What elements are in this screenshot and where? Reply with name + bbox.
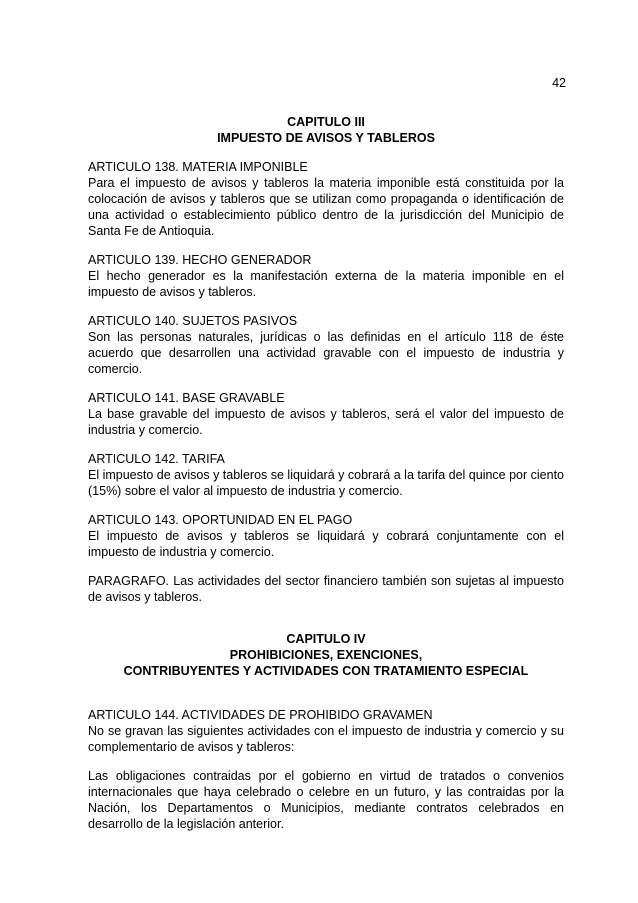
chapter-4-label: CAPITULO IV	[286, 632, 366, 646]
page-content	[88, 114, 564, 845]
chapter-3-title: IMPUESTO DE AVISOS Y TABLEROS	[217, 131, 435, 145]
paragrafo: PARAGRAFO. Las actividades del sector financiero también son sujetas al impuesto de avisos y tableros.	[88, 574, 564, 604]
article-138-heading: ARTICULO 138. MATERIA IMPONIBLE	[88, 160, 308, 174]
article-143-body: El impuesto de avisos y tableros se liquidará y cobrará conjuntamente con el impuesto de industria y comercio.	[88, 529, 564, 559]
chapter-4-heading	[88, 631, 564, 679]
article-144	[88, 707, 564, 755]
article-139-body: El hecho generador es la manifestación externa de la materia imponible en el impuesto de avisos y tableros.	[88, 269, 564, 299]
page-number: 42	[552, 76, 566, 90]
article-141-body: La base gravable del impuesto de avisos y tableros, será el valor del impuesto de industria y comercio.	[88, 407, 564, 437]
article-142	[88, 451, 564, 499]
article-143	[88, 512, 564, 560]
chapter-3-heading	[88, 114, 564, 146]
chapter-4-title: CONTRIBUYENTES Y ACTIVIDADES CON TRATAMIENTO ESPECIAL	[123, 664, 529, 678]
article-142-heading: ARTICULO 142. TARIFA	[88, 452, 225, 466]
article-141	[88, 390, 564, 438]
article-140-body: Son las personas naturales, jurídicas o las definidas en el artículo 118 de éste acuerdo que desarrollen una actividad gravable con el impuesto de industria y comercio.	[88, 330, 564, 376]
chapter-3-label: CAPITULO III	[287, 115, 365, 129]
chapter-4-subtitle: PROHIBICIONES, EXENCIONES,	[229, 648, 423, 662]
obligaciones-paragraph: Las obligaciones contraidas por el gobierno en virtud de tratados o convenios internacionales que haya celebrado o celebre en un futuro, y las contraidas por la Nación, los Departamentos o Municipios, mediante contratos celebrados en desarrollo de la legislación anterior.	[88, 769, 564, 831]
article-138	[88, 159, 564, 239]
article-141-heading: ARTICULO 141. BASE GRAVABLE	[88, 391, 285, 405]
article-139	[88, 252, 564, 300]
article-139-heading: ARTICULO 139. HECHO GENERADOR	[88, 253, 312, 267]
article-143-heading: ARTICULO 143. OPORTUNIDAD EN EL PAGO	[88, 513, 353, 527]
article-138-body: Para el impuesto de avisos y tableros la materia imponible está constituida por la colocación de avisos y tableros que se utilizan como propaganda o identificación de una actividad o establecimiento público dentro de la jurisdicción del Municipio de Santa Fe de Antioquia.	[88, 176, 564, 238]
article-140-heading: ARTICULO 140. SUJETOS PASIVOS	[88, 314, 298, 328]
article-144-body: No se gravan las siguientes actividades con el impuesto de industria y comercio y su complementario de avisos y tableros:	[88, 724, 564, 754]
article-142-body: El impuesto de avisos y tableros se liquidará y cobrará a la tarifa del quince por ciento (15%) sobre el valor al impuesto de industria y comercio.	[88, 468, 564, 498]
article-144-heading: ARTICULO 144. ACTIVIDADES DE PROHIBIDO GRAVAMEN	[88, 708, 433, 722]
article-140	[88, 313, 564, 377]
